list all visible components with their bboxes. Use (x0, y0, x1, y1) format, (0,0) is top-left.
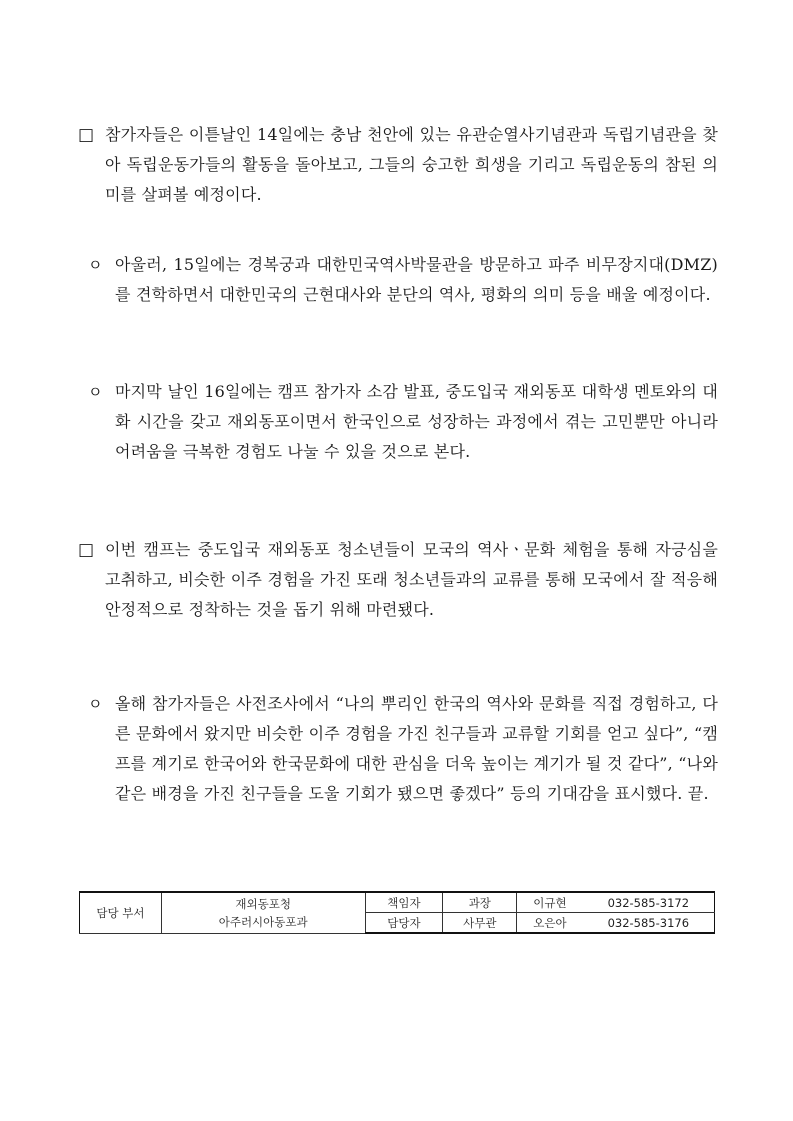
paragraph-5 (88, 689, 718, 809)
contact-phone: 032-585-3176 (583, 913, 715, 934)
contact-phone: 032-585-3172 (583, 892, 715, 913)
paragraph-3 (88, 377, 718, 467)
dept-line-1: 재외동포청 (235, 896, 291, 911)
paragraph-text: 마지막 날인 16일에는 캠프 참가자 소감 발표, 중도입국 재외동포 대학생 멘토와의 대화 시간을 갖고 재외동포이면서 한국인으로 성장하는 과정에서 겪는 고민뿐만 아니라 어려움을 극복한 경험도 나눌 수 있을 것으로 본다. (115, 382, 718, 461)
paragraph-text: 이번 캠프는 중도입국 재외동포 청소년들이 모국의 역사ㆍ문화 체험을 통해 자긍심을 고취하고, 비슷한 이주 경험을 가진 또래 청소년들과의 교류를 통해 모국에서 잘 적응해 안정적으로 정착하는 것을 돕기 위해 마련됐다. (105, 540, 718, 619)
dept-line-2: 아주러시아동포과 (218, 914, 308, 929)
paragraph-text: 올해 참가자들은 사전조사에서 “나의 뿌리인 한국의 역사와 문화를 직접 경험하고, 다른 문화에서 왔지만 비슷한 이주 경험을 가진 친구들과 교류할 기회를 얻고 싶다”, “캠프를 계기로 한국어와 한국문화에 대한 관심을 더욱 높이는 계기가 될 것 같다”, “나와 같은 배경을 가진 친구들을 도울 기회가 됐으면 좋겠다” 등의 기대감을 표시했다. 끝. (115, 694, 718, 803)
paragraph-text: 참가자들은 이튿날인 14일에는 충남 천안에 있는 유관순열사기념관과 독립기념관을 찾아 독립운동가들의 활동을 돌아보고, 그들의 숭고한 희생을 기리고 독립운동의 참된 의미를 살펴볼 예정이다. (105, 125, 718, 204)
circle-bullet: ㅇ (88, 256, 103, 274)
dept-label: 담당 부서 (80, 892, 162, 933)
circle-bullet: ㅇ (88, 383, 103, 401)
contact-name: 이규현 (517, 892, 583, 913)
paragraph-1 (78, 120, 718, 210)
contact-title: 과장 (443, 892, 517, 913)
contact-row (80, 892, 715, 913)
contact-title: 사무관 (443, 913, 517, 934)
square-bullet: □ (78, 540, 95, 560)
paragraph-2 (88, 250, 718, 310)
contact-name: 오은아 (517, 913, 583, 934)
circle-bullet: ㅇ (88, 695, 103, 713)
square-bullet: □ (78, 125, 95, 145)
contact-role: 담당자 (365, 913, 443, 934)
paragraph-4 (78, 535, 718, 625)
contact-table (79, 891, 715, 934)
dept-name (161, 892, 365, 933)
paragraph-text: 아울러, 15일에는 경복궁과 대한민국역사박물관을 방문하고 파주 비무장지대(DMZ)를 견학하면서 대한민국의 근현대사와 분단의 역사, 평화의 의미 등을 배울 예정이다. (115, 255, 718, 304)
contact-role: 책임자 (365, 892, 443, 913)
